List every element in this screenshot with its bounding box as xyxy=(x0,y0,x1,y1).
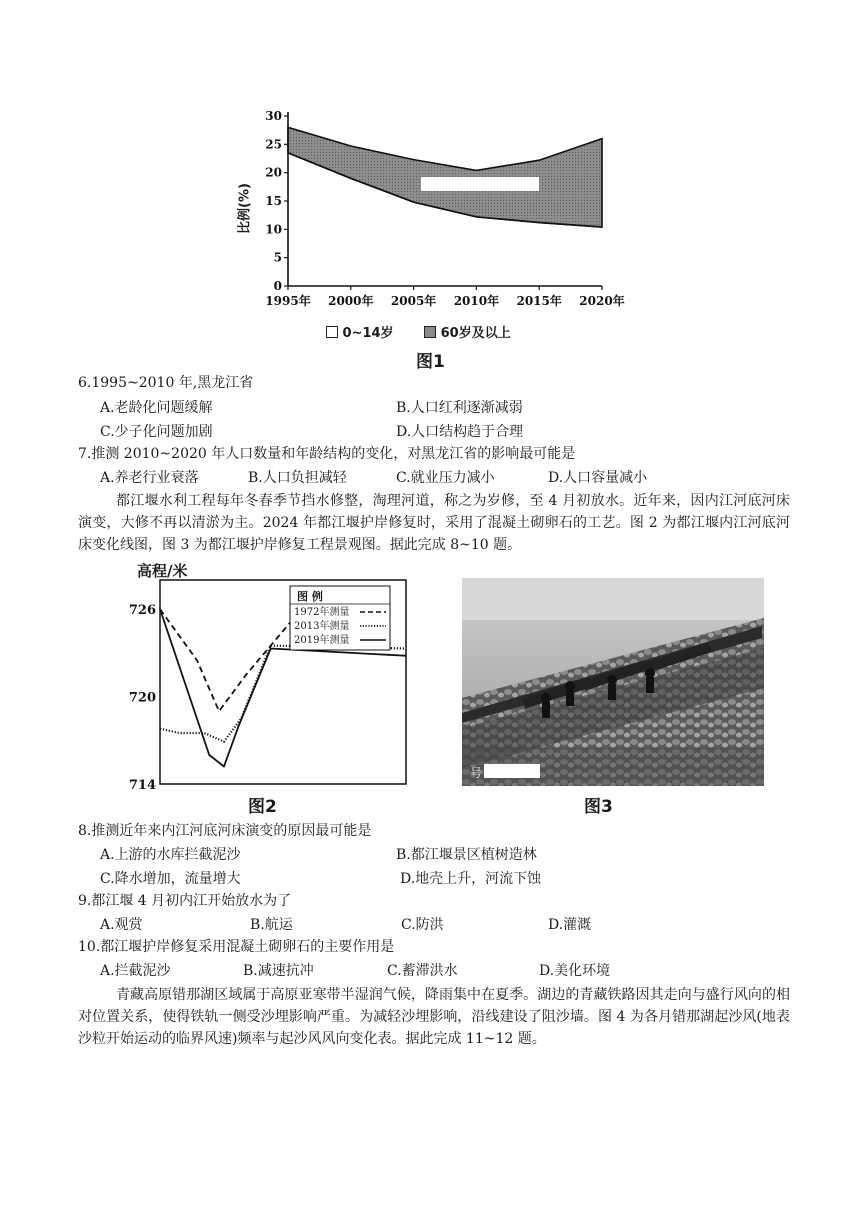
figure2-chart xyxy=(120,578,410,790)
figure2-legend-title: 图 例 xyxy=(297,590,323,603)
y-tick-label-5: 5 xyxy=(273,250,282,265)
q10-option-b: B.减速抗冲 xyxy=(243,963,314,979)
q10-option-c: C.蓄滞洪水 xyxy=(387,963,458,979)
y-tick-label-10: 10 xyxy=(265,222,282,237)
q10-option-a: A.拦截泥沙 xyxy=(100,963,171,979)
y-tick-label-15: 15 xyxy=(265,194,282,208)
q9-option-b: B.航运 xyxy=(250,917,293,933)
figure3-photo xyxy=(462,578,764,786)
redaction-bar xyxy=(421,177,539,191)
q6-option-a: A.老龄化问题缓解 xyxy=(100,400,213,416)
y-tick-label-714: 714 xyxy=(128,778,156,790)
q7-stem: 7.推测 2010~2020 年人口数量和年龄结构的变化，对黑龙江省的影响最可能是 xyxy=(78,446,576,462)
passage-cuona-lake: 青藏高原错那湖区域属于高原亚寒带半湿润气候，降雨集中在夏季。湖边的青藏铁路因其走向与盛行风向的相对位置关系，使得铁轨一侧受沙埋影响严重。为减轻沙埋影响，沿线建设了阻沙墙。图 4 为各月错那湖起沙风(地表沙粒开始运动的临界风速)频率与起沙风风向变化表。据此完成 11~12 题。 xyxy=(78,987,790,1047)
x-tick-label-2: 2005年 xyxy=(390,294,437,308)
x-tick-label-0: 1995年 xyxy=(265,294,311,308)
q7-option-a: A.养老行业衰落 xyxy=(100,470,199,486)
y-tick-label-720: 720 xyxy=(128,690,156,706)
legend-swatch-shaded xyxy=(424,326,436,338)
figure1-caption: 图1 xyxy=(416,352,445,372)
legend-2019: 2019年测量 xyxy=(294,635,350,646)
q7-option-b: B.人口负担减轻 xyxy=(248,470,347,486)
figure1-y-axis-label: 比例(%) xyxy=(237,183,253,234)
y-tick-label-0: 0 xyxy=(273,279,282,293)
legend-swatch-blank xyxy=(326,326,338,338)
y-tick-label-30: 30 xyxy=(265,109,282,123)
q6-option-d: D.人口结构趋于合理 xyxy=(396,424,524,440)
x-tick-label-4: 2015年 xyxy=(516,294,562,308)
q7-option-d: D.人口容量减小 xyxy=(548,470,648,486)
legend-1972: 1972年测量 xyxy=(294,607,350,618)
figure2-legend xyxy=(294,606,349,648)
q9-option-a: A.观赏 xyxy=(100,917,143,933)
legend-2013: 2013年测量 xyxy=(294,621,350,632)
q6-option-c: C.少子化问题加剧 xyxy=(100,424,213,440)
q8-option-c: C.降水增加，流量增大 xyxy=(100,871,241,887)
construction-scene-image xyxy=(462,578,764,786)
figure3-caption: 图3 xyxy=(584,797,613,817)
x-tick-label-1: 2000年 xyxy=(328,294,374,308)
figure2-caption: 图2 xyxy=(248,797,277,817)
q8-option-b: B.都江堰景区植树造林 xyxy=(396,847,537,863)
legend-label-elderly: 60岁及以上 xyxy=(440,326,511,341)
q9-stem: 9.都江堰 4 月初内江开始放水为了 xyxy=(78,893,292,909)
q6-stem: 6.1995~2010 年,黑龙江省 xyxy=(78,375,254,391)
figure3-overlay-text: 号 xyxy=(470,766,483,780)
figure1-legend xyxy=(326,322,511,341)
x-tick-label-3: 2010年 xyxy=(453,294,500,308)
y-tick-label-726: 726 xyxy=(128,603,156,619)
q9-option-d: D.灌溉 xyxy=(548,917,592,933)
y-tick-label-20: 20 xyxy=(265,165,282,180)
figure2-y-axis-label: 高程/米 xyxy=(137,562,188,580)
y-tick-label-25: 25 xyxy=(265,137,282,152)
q10-stem: 10.都江堰护岸修复采用混凝土砌卵石的主要作用是 xyxy=(78,939,395,955)
legend-label-children: 0~14岁 xyxy=(342,326,394,341)
q8-stem: 8.推测近年来内江河底河床演变的原因最可能是 xyxy=(78,823,372,839)
figure1-chart xyxy=(220,100,650,345)
q8-option-d: D.地壳上升，河流下蚀 xyxy=(400,871,542,887)
q6-option-b: B.人口红利逐渐减弱 xyxy=(396,400,523,416)
q8-option-a: A.上游的水库拦截泥沙 xyxy=(100,847,241,863)
q9-option-c: C.防洪 xyxy=(401,917,444,933)
passage-dujiangyan: 都江堰水利工程每年冬春季节挡水修整，淘理河道，称之为岁修，至 4 月初放水。近年来，因内江河底河床演变，大修不再以清淤为主。2024 年都江堰护岸修复时，采用了混凝土砌卵石的工艺。图 2 为都江堰内江河底河床变化线图，图 3 为都江堰护岸修复工程景观图。据此完成 8~10 题。 xyxy=(78,493,790,553)
x-tick-label-5: 2020年 xyxy=(579,294,625,308)
q7-option-c: C.就业压力减小 xyxy=(396,470,495,486)
q10-option-d: D.美化环境 xyxy=(539,963,611,979)
